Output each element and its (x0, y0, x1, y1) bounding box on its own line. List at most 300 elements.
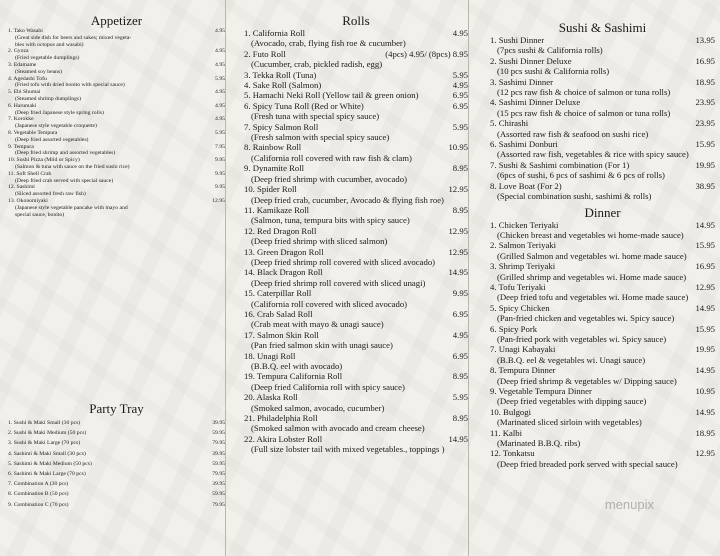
menu-item-name: 8. Love Boat (For 2) (490, 180, 562, 191)
menu-item-row (490, 407, 715, 417)
menu-item-price: 7.95 (215, 143, 225, 150)
menu-item-name: 1. California Roll (244, 28, 306, 38)
menu-item (244, 101, 468, 122)
menu-item (244, 28, 468, 49)
menu-item-price: 9.95 (215, 170, 225, 177)
menu-item-row (490, 77, 715, 87)
menu-item-description: (California roll covered with sliced avocado) (251, 298, 408, 309)
menu-item-description: (Deep fried breaded pork served with special sauce) (497, 458, 678, 469)
party-tray-list (8, 420, 225, 508)
menu-item-description: (10 pcs sushi & California rolls) (497, 66, 610, 77)
menu-item-name: 9. Dynamite Roll (244, 163, 305, 174)
menu-item (490, 160, 715, 181)
menu-item-description: (Smoked salmon, avocado, cucumber) (251, 402, 385, 413)
menu-item-price: 5.95 (452, 69, 468, 80)
menu-item (8, 471, 225, 478)
menu-item (490, 35, 715, 56)
menu-item-row (244, 28, 468, 38)
menu-item-description: (Marinated B.B.Q. ribs) (497, 438, 581, 449)
menu-item-description: (Fresh tuna with special spicy sauce) (251, 111, 380, 122)
menu-item-name: 17. Salmon Skin Roll (244, 329, 319, 340)
menu-item-row (8, 28, 225, 35)
menu-item-description: (Special combination sushi, sashimi & rolls) (497, 191, 652, 202)
menu-item-row (490, 97, 715, 107)
menu-item-row (8, 461, 225, 468)
menu-item (8, 103, 225, 117)
menu-item-description: (Japanese style vegetable croquette) (15, 123, 97, 130)
menu-item-row (244, 49, 468, 59)
menu-item-name: 2. Futo Roll (244, 48, 286, 59)
menu-item-description: (Grilled shrimp and vegetables wi. Home made sauce) (497, 271, 687, 282)
menu-item-description: (Fresh salmon with special spicy sauce) (251, 132, 390, 143)
menu-item-name: 3. Shrimp Teriyaki (490, 261, 556, 272)
menu-item-price: 12.95 (448, 246, 468, 257)
menu-item (244, 70, 468, 80)
menu-item (490, 386, 715, 407)
menu-item-description: (7pcs sushi & California rolls) (497, 45, 603, 56)
menu-item-price: 39.95 (212, 481, 225, 488)
menu-item (490, 282, 715, 303)
menu-item (8, 144, 225, 158)
menu-item (244, 371, 468, 392)
menu-item-row (490, 303, 715, 313)
menu-item-price: 4.95 (215, 116, 225, 123)
menu-item (244, 351, 468, 372)
menu-item-name: 2. Gyoza (8, 48, 29, 55)
menu-item-price: 59.95 (212, 460, 225, 467)
menu-item-description: (Assorted raw fish & seafood on sushi rice) (497, 128, 649, 139)
menu-item-row (490, 181, 715, 191)
menu-item-name: 12. Tonkatsu (490, 448, 535, 459)
rolls-list (244, 28, 468, 455)
menu-item-row (8, 430, 225, 437)
menu-item-name: 12. Sashimi (8, 184, 35, 191)
menu-item-row (244, 205, 468, 215)
menu-item-row (244, 142, 468, 152)
party-tray-heading: Party Tray (89, 401, 144, 416)
menu-item (244, 392, 468, 413)
menu-item-name: 9. Combination C (70 pcs) (8, 501, 69, 508)
menu-item-row (490, 220, 715, 230)
menu-item (244, 80, 468, 90)
menu-item (8, 461, 225, 468)
menu-item-description: (Deep fried shrimp with cucumber, avocado) (251, 173, 407, 184)
menu-item-description: (Steamed soy beans) (15, 68, 63, 75)
menu-item (490, 365, 715, 386)
menu-item-name: 7. Combination A (30 pcs) (8, 481, 69, 488)
menu-item (244, 267, 468, 288)
menu-item-row (490, 365, 715, 375)
menu-item-price: 15.95 (695, 240, 715, 251)
menu-item-price: 79.95 (212, 470, 225, 477)
menu-item (244, 142, 468, 163)
menu-item-row (490, 118, 715, 128)
menu-item-price: 16.95 (695, 55, 715, 66)
menu-item-description: (Grilled Salmon and vegetables wi. home made sauce) (497, 250, 687, 261)
menu-item-name: 5. Sashimi & Maki Medium (50 pcs) (8, 460, 92, 467)
menu-item-row (244, 330, 468, 340)
menu-item-price: 5.95 (452, 392, 468, 403)
menu-item-row (244, 184, 468, 194)
menu-item-price: 4.95 (215, 48, 225, 55)
menu-item (244, 163, 468, 184)
menu-item-row (244, 288, 468, 298)
menu-item-name: 18. Unagi Roll (244, 350, 296, 361)
menu-item-description: (Japanese style vegetable pancake with mayo and (15, 204, 128, 211)
menu-item-price: 23.95 (695, 97, 715, 108)
menu-item-row (244, 434, 468, 444)
menu-item-row (8, 440, 225, 447)
menu-item (490, 344, 715, 365)
menu-item-row (490, 448, 715, 458)
menu-item-row (8, 420, 225, 427)
menu-item-description: (Sliced assorted fresh raw fish) (15, 191, 86, 198)
menu-item (244, 309, 468, 330)
menu-item (8, 62, 225, 76)
menu-item-description: (Smoked salmon with avocado and cream cheese) (251, 423, 425, 434)
menu-item-price: 9.95 (452, 288, 468, 299)
menu-item-price: 15.95 (695, 323, 715, 334)
menu-item (490, 56, 715, 77)
menu-item-name: 1. Sushi & Maki Small (30 pcs) (8, 420, 81, 426)
menu-item-row (490, 386, 715, 396)
menu-item-price: 6.95 (452, 100, 468, 111)
menu-item (8, 184, 225, 198)
menu-item-name: 1. Chicken Teriyaki (490, 219, 559, 230)
menu-item-row (244, 351, 468, 361)
menu-item-price: 12.95 (695, 448, 715, 459)
menu-item-price: 5.95 (215, 75, 225, 82)
sushi-sashimi-list (490, 35, 715, 202)
menu-item-description: (Deep fried California roll with spicy sauce) (251, 381, 405, 392)
menu-item-row (244, 101, 468, 111)
menu-item-description: (Deep fried crab served with special sauce) (15, 177, 114, 184)
menu-item-row (244, 122, 468, 132)
menu-item-name: 2. Sushi & Maki Medium (50 pcs) (8, 430, 87, 437)
menu-item-description: (Great side dish for beers and sakes; mixed vegeta- (15, 34, 132, 41)
menu-item-row (8, 502, 225, 509)
menu-item (244, 205, 468, 226)
menu-item-description: (Deep fried crab, cucumber, Avocado & flying fish roe) (251, 194, 444, 205)
menu-item (244, 49, 468, 70)
menu-item-description: (Deep fried shrimp and assorted vegetables) (15, 150, 116, 157)
menu-item-price: 5.95 (215, 129, 225, 136)
column-left (8, 0, 226, 556)
menu-item-name: 7. Korokke (8, 116, 34, 123)
column-right (490, 0, 715, 556)
menu-item-price: 4.95 (215, 102, 225, 109)
menu-item-row (8, 171, 225, 178)
menu-item (8, 440, 225, 447)
menu-item-name: 22. Akira Lobster Roll (244, 433, 323, 444)
menu-item (490, 220, 715, 241)
menu-item-description: (Crab meat with mayo & unagi sauce) (251, 319, 384, 330)
menu-item-name: 5. Chirashi (490, 118, 529, 129)
menu-item (8, 502, 225, 509)
menu-item-row (244, 80, 468, 90)
menu-item (490, 77, 715, 98)
menu-item (490, 324, 715, 345)
menu-item-row (244, 90, 468, 100)
menu-item-row (8, 481, 225, 488)
menu-item-name: 4. Tofu Teriyaki (490, 281, 546, 292)
menu-item-name: 19. Tempura California Roll (244, 371, 343, 382)
menu-item-price: 4.95 (215, 28, 225, 34)
menu-item-price: 79.95 (212, 440, 225, 447)
menu-item-description: special sauce, bonito) (15, 211, 65, 218)
menu-item-row (8, 103, 225, 110)
menu-item-description: (15 pcs raw fish & choice of salmon or tuna rolls) (497, 107, 671, 118)
menu-item-row (244, 392, 468, 402)
menu-item-description: (Fried vegetable dumplings) (15, 55, 80, 62)
column-middle (244, 0, 469, 556)
menu-item-name: 3. Edamame (8, 61, 37, 68)
menu-item (244, 330, 468, 351)
menu-item-price: 12.95 (448, 225, 468, 236)
menu-item-row (8, 471, 225, 478)
menu-item-name: 13. Okonomiyaki (8, 197, 48, 204)
menu-item-name: 11. Kamikaze Roll (244, 204, 310, 215)
menu-item (8, 491, 225, 498)
menu-item-row (490, 282, 715, 292)
menu-item-price: 18.95 (695, 76, 715, 87)
menu-item-description: (Pan-fried chicken and vegetables wi. Spicy sauce) (497, 313, 675, 324)
menu-item-name: 6. Harumaki (8, 102, 37, 109)
menu-item-price: 39.95 (212, 420, 225, 426)
menu-item-name: 1. Tako Wasabi (8, 28, 43, 34)
menu-item-description: (Steamed shrimp dumplings) (15, 95, 82, 102)
menu-item (244, 122, 468, 143)
menu-item-row (8, 198, 225, 205)
menu-item-name: 10. Spider Roll (244, 184, 297, 195)
menu-item-row (490, 261, 715, 271)
menu-item-price: 4.95 (215, 61, 225, 68)
menu-item-description: (Chicken breast and vegetables wi home-made sauce) (497, 229, 684, 240)
menu-item-price: 6.95 (452, 90, 468, 101)
menu-item-row (490, 160, 715, 170)
menu-item-name: 5. Hamachi Neki Roll (Yellow tail & green onion) (244, 90, 419, 101)
menu-item-name: 5. Ebi Shumai (8, 89, 41, 96)
menu-item-name: 11. Kalbi (490, 427, 523, 438)
menu-item (8, 430, 225, 437)
menu-item-name: 4. Sashimi & Maki Small (30 pcs) (8, 450, 86, 457)
menu-item-price: 39.95 (212, 450, 225, 457)
menu-item-price: 14.95 (695, 406, 715, 417)
menu-item (490, 303, 715, 324)
menu-item-price: 13.95 (695, 35, 715, 45)
menu-item (490, 118, 715, 139)
menu-item-row (244, 413, 468, 423)
menu-item (490, 407, 715, 428)
menu-item-name: 4. Agedashi Tofu (8, 75, 47, 82)
menu-item-price: 6.95 (452, 350, 468, 361)
menu-item-name: 1. Sushi Dinner (490, 35, 545, 45)
menu-item-price: 23.95 (695, 118, 715, 129)
menu-item-row (8, 89, 225, 96)
rolls-heading: Rolls (342, 13, 370, 28)
menu-item-name: 11. Soft Shell Crab (8, 170, 52, 177)
menu-item-price: 59.95 (212, 430, 225, 437)
menu-item-description: (Deep fried vegetables with dipping sauce) (497, 396, 647, 407)
menu-item-price: 59.95 (212, 491, 225, 498)
menu-item-price: 19.95 (695, 159, 715, 170)
menu-item (490, 139, 715, 160)
menu-item-price: 14.95 (695, 219, 715, 230)
menu-item-price: 9.95 (215, 184, 225, 191)
watermark: menupix (604, 497, 654, 512)
dinner-section (490, 202, 715, 470)
menu-item (490, 428, 715, 449)
menu-item-description: (Deep fried tofu and vegetables wi. Home made sauce) (497, 292, 689, 303)
menu-item-row (490, 428, 715, 438)
menu-item-description: (B.B.Q. eel & vegetables wi. Unagi sauce) (497, 354, 646, 365)
menu-item-price: 14.95 (695, 365, 715, 376)
menu-item-price: 8.95 (452, 413, 468, 424)
menu-item-price: 10.95 (695, 386, 715, 396)
menu-item-name: 4. Sashimi Dinner Deluxe (490, 97, 581, 108)
menu-item-price: 12.95 (695, 281, 715, 292)
menu-item-name: 5. Spicy Chicken (490, 302, 550, 313)
menu-item-name: 7. Spicy Salmon Roll (244, 121, 319, 132)
menu-item-description: (Deep fried shrimp with sliced salmon) (251, 236, 388, 247)
menu-item-row (490, 139, 715, 149)
menu-item-description: (12 pcs raw fish & choice of salmon or tuna rolls) (497, 87, 671, 98)
menu-item (244, 288, 468, 309)
menu-item-description: bles with octopus and wasabi) (15, 41, 84, 48)
menu-item-name: 2. Sushi Dinner Deluxe (490, 55, 572, 66)
menu-item-description: (Salmon, tuna, tempura bits with spicy sauce) (251, 215, 410, 226)
menu-item (490, 97, 715, 118)
menu-item (244, 184, 468, 205)
menu-item-row (490, 56, 715, 66)
menu-item-name: 8. Combination B (50 pcs) (8, 491, 69, 498)
menu-item-price: 8.95 (452, 204, 468, 215)
menu-item-name: 9. Tempura (8, 143, 34, 150)
menu-item-name: 21. Philadelphia Roll (244, 413, 318, 424)
menu-item-price: 10.95 (448, 142, 468, 153)
menu-item-description: (Assorted raw fish, vegetables & rice with spicy sauce) (497, 149, 689, 160)
menu-item-description: (B.B.Q. eel with avocado) (251, 361, 343, 371)
menu-item-name: 10. Bulgogi (490, 406, 532, 417)
menu-item-name: 3. Sashimi Dinner (490, 76, 553, 87)
menu-item-price: 12.95 (212, 197, 225, 204)
sushi-sashimi-heading: Sushi & Sashimi (558, 20, 647, 35)
menu-item (8, 116, 225, 130)
menu-item-row (8, 491, 225, 498)
menu-item-name: 8. Tempura Dinner (490, 365, 556, 376)
menu-item-row (244, 163, 468, 173)
menu-item (8, 130, 225, 144)
menu-item-description: (Deep fried Japanese style spring rolls) (15, 109, 104, 116)
menu-item-row (8, 157, 225, 164)
menu-item-row (490, 240, 715, 250)
menu-item-price: 14.95 (448, 267, 468, 278)
menu-item-price: 6.95 (452, 308, 468, 319)
menu-item-row (244, 267, 468, 277)
menu-item-row (490, 35, 715, 45)
menu-item-name: 6. Spicy Pork (490, 323, 538, 334)
menu-item-description: (Fried tofu with dried bonito with special sauce) (15, 82, 125, 89)
menu-item-name: 10. Sushi Pizza (Mild or Spicy) (8, 157, 80, 164)
menu-item-price: 19.95 (695, 344, 715, 355)
menu-item (244, 90, 468, 100)
menu-item (244, 434, 468, 455)
menu-item (8, 171, 225, 185)
menu-item-name: 3. Tekka Roll (Tuna) (244, 69, 317, 80)
menu-item-price: 4.95 (452, 28, 468, 38)
appetizer-list (8, 28, 225, 218)
menu-item-description: (Deep fried shrimp roll covered with sliced unagi) (251, 277, 426, 288)
menu-item-price: 15.95 (695, 139, 715, 150)
menu-item-row (8, 62, 225, 69)
menu-item (490, 448, 715, 469)
menu-item (490, 240, 715, 261)
menu-item (8, 76, 225, 90)
menu-item-description: (Marinated sliced sirloin with vegetables) (497, 417, 642, 428)
menu-item-price: 79.95 (212, 501, 225, 508)
menu-item-description: (Cucumber, crab, pickled radish, egg) (251, 59, 383, 70)
menu-item-name: 9. Vegetable Tempura Dinner (490, 386, 592, 396)
menu-item-name: 4. Sake Roll (Salmon) (244, 80, 322, 91)
menu-item-name: 15. Caterpillar Roll (244, 288, 312, 299)
menu-item-price: 4.95 (452, 80, 468, 91)
menu-item-row (244, 226, 468, 236)
sushi-sashimi-section (490, 0, 715, 202)
menu-item-name: 14. Black Dragon Roll (244, 267, 323, 278)
menu-item-name: 6. Spicy Tuna Roll (Red or White) (244, 100, 364, 111)
menu-item-name: 7. Sushi & Sashimi combination (For 1) (490, 159, 630, 170)
menu-item-name: 8. Rainbow Roll (244, 142, 302, 153)
menu-item-row (8, 451, 225, 458)
menu-item-price: (4pcs) 4.95/ (8pcs) 8.95 (385, 48, 468, 59)
menu-item-price: 16.95 (695, 261, 715, 272)
menu-item-description: (Deep fried shrimp roll covered with sliced avocado) (251, 256, 436, 267)
menu-item-price: 14.95 (448, 433, 468, 444)
menu-item-row (490, 344, 715, 354)
menu-item (244, 413, 468, 434)
menu-item-price: 8.95 (452, 371, 468, 382)
menu-item-row (244, 247, 468, 257)
menu-item-row (8, 130, 225, 137)
menu-item-price: 12.95 (448, 184, 468, 195)
menu-item-price: 4.95 (452, 329, 468, 340)
menu-item-price: 38.95 (695, 180, 715, 191)
menu-item-description: (Salmon & tuna with sauce on the fried sushi rice) (15, 163, 130, 170)
menu-item-name: 16. Crab Salad Roll (244, 308, 313, 319)
menu-item (244, 226, 468, 247)
menu-item (244, 247, 468, 268)
menu-item-row (244, 371, 468, 381)
menu-item-price: 5.95 (452, 121, 468, 132)
menu-item-description: (Pan-fried pork with vegetables wi. Spicy sauce) (497, 333, 667, 344)
menu-item-name: 6. Sashimi & Maki Large (70 pcs) (8, 470, 86, 477)
dinner-heading: Dinner (584, 204, 621, 220)
menu-item (8, 451, 225, 458)
menu-item-name: 3. Sushi & Maki Large (70 pcs) (8, 440, 81, 447)
rolls-section (244, 0, 469, 556)
dinner-list (490, 220, 715, 470)
menu-item (8, 420, 225, 427)
menu-item-description: (California roll covered with raw fish & clam) (251, 152, 412, 163)
menu-item-price: 4.95 (215, 89, 225, 96)
menu-item-description: (Pan fried salmon skin with unagi sauce) (251, 340, 393, 351)
menu-item-name: 12. Red Dragon Roll (244, 225, 317, 236)
menu-item-name: 13. Green Dragon Roll (244, 246, 324, 257)
menu-item (490, 261, 715, 282)
menu-item-row (244, 70, 468, 80)
menu-item-name: 20. Alaska Roll (244, 392, 298, 403)
menu-item (8, 28, 225, 48)
